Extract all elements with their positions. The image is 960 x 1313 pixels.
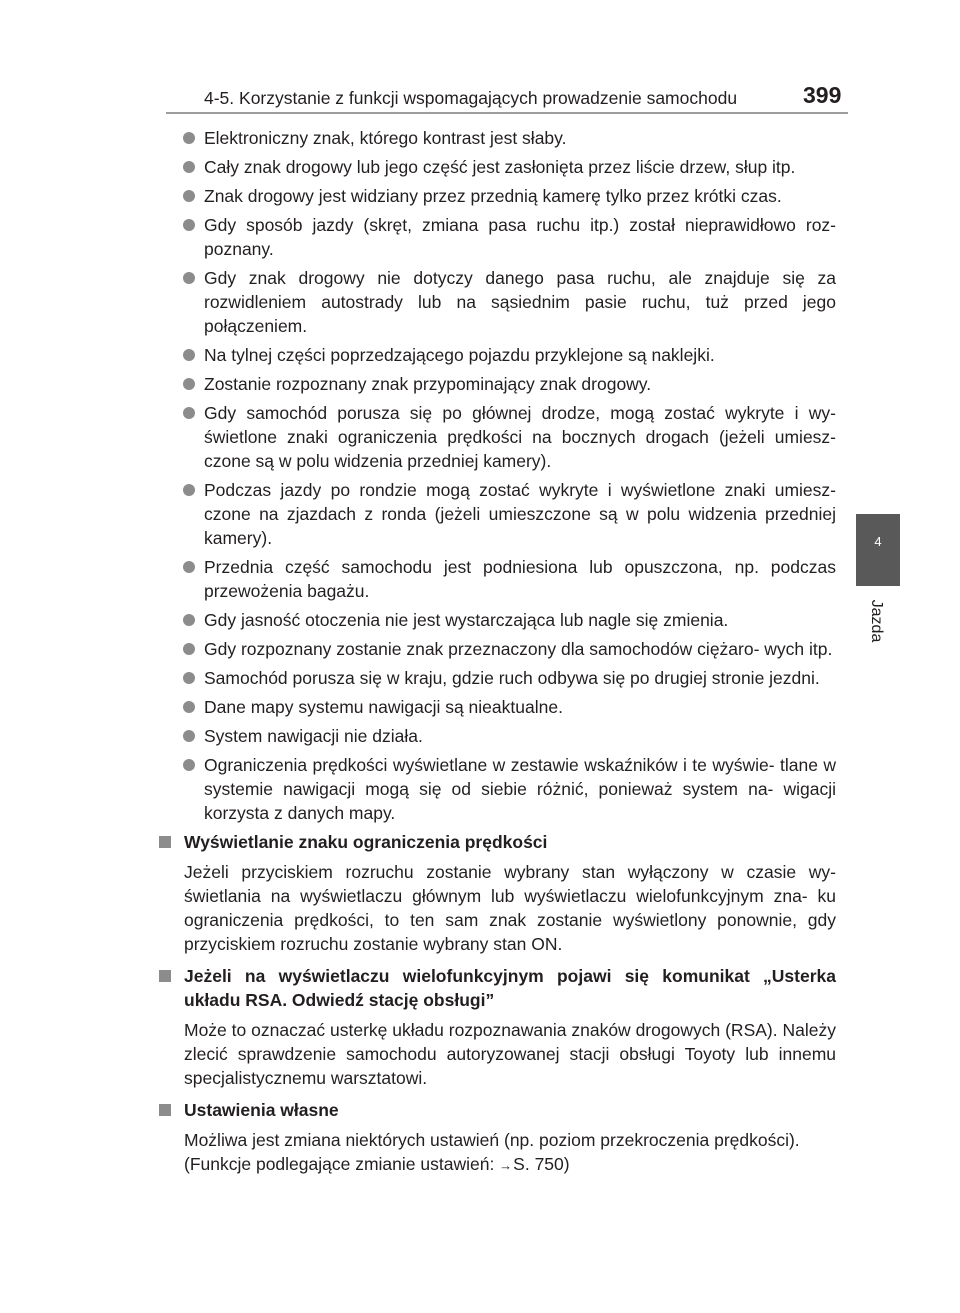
- bullet-dot-icon: [183, 701, 195, 713]
- page-reference-link[interactable]: S. 750): [513, 1154, 570, 1174]
- bullet-dot-icon: [183, 219, 195, 231]
- bullet-dot-icon: [183, 378, 195, 390]
- section-heading: Wyświetlanie znaku ograniczenia prędkości: [158, 830, 836, 854]
- bullet-dot-icon: [183, 132, 195, 144]
- list-item: Cały znak drogowy lub jego część jest zasłonięta przez liście drzew, słup itp.: [158, 155, 836, 179]
- bullet-dot-icon: [183, 730, 195, 742]
- arrow-right-icon: →: [499, 1158, 513, 1173]
- list-item: System nawigacji nie działa.: [158, 724, 836, 748]
- list-item: Podczas jazdy po rondzie mogą zostać wykryte i wyświetlone znaki umiesz- czone na zjazdach z ronda (jeżeli umieszczone są w polu widzenia przedniej kamery).: [158, 478, 836, 550]
- section-display: [158, 830, 836, 956]
- list-item: Znak drogowy jest widziany przez przednią kamerę tylko przez krótki czas.: [158, 184, 836, 208]
- list-item: Gdy znak drogowy nie dotyczy danego pasa ruchu, ale znajduje się za rozwidleniem autostrady lub na sąsiednim pasie ruchu, tuż przed jego połączeniem.: [158, 266, 836, 338]
- bullet-dot-icon: [183, 190, 195, 202]
- list-item: Gdy sposób jazdy (skręt, zmiana pasa ruchu itp.) został nieprawidłowo roz- poznany.: [158, 213, 836, 261]
- list-item: Na tylnej części poprzedzającego pojazdu przyklejone są naklejki.: [158, 343, 836, 367]
- list-item: Przednia część samochodu jest podniesiona lub opuszczona, np. podczas przewożenia bagażu.: [158, 555, 836, 603]
- section-heading: Jeżeli na wyświetlaczu wielofunkcyjnym pojawi się komunikat „Usterka układu RSA. Odwiedź stację obsługi”: [158, 964, 836, 1012]
- bullet-dot-icon: [183, 349, 195, 361]
- page-number: 399: [803, 82, 842, 108]
- bullet-dot-icon: [183, 614, 195, 626]
- section-heading: Ustawienia własne: [158, 1098, 836, 1122]
- page-content: [158, 126, 836, 1186]
- square-bullet-icon: [159, 970, 171, 982]
- chapter-tab: [856, 514, 900, 586]
- list-item: Zostanie rozpoznany znak przypominający znak drogowy.: [158, 372, 836, 396]
- square-bullet-icon: [159, 836, 171, 848]
- square-bullet-icon: [159, 1104, 171, 1116]
- header-title: 4-5. Korzystanie z funkcji wspomagających prowadzenie samochodu: [204, 88, 738, 108]
- list-item: Elektroniczny znak, którego kontrast jest słaby.: [158, 126, 836, 150]
- list-item: Gdy jasność otoczenia nie jest wystarczająca lub nagle się zmienia.: [158, 608, 836, 632]
- bullet-dot-icon: [183, 161, 195, 173]
- bullet-dot-icon: [183, 643, 195, 655]
- bullet-dot-icon: [183, 561, 195, 573]
- list-item: Dane mapy systemu nawigacji są nieaktualne.: [158, 695, 836, 719]
- bullet-list: [158, 126, 836, 825]
- list-item: Samochód porusza się w kraju, gdzie ruch odbywa się po drugiej stronie jezdni.: [158, 666, 836, 690]
- section-body: Może to oznaczać usterkę układu rozpoznawania znaków drogowych (RSA). Należy zlecić sprawdzenie samochodu autoryzowanej stacji obsługi Toyoty lub innemu specjalistycznemu warsztatowi.: [184, 1020, 836, 1088]
- section-body: [158, 1128, 836, 1178]
- header-divider: [166, 112, 848, 114]
- bullet-dot-icon: [183, 272, 195, 284]
- section-body: Jeżeli przyciskiem rozruchu zostanie wybrany stan wyłączony w czasie wy- świetlania na wyświetlaczu głównym lub wyświetlaczu wielofunkcyjnym zna- ku ograniczenia prędkości, to ten sam znak zostanie wyświetlony ponownie, gdy przyciskiem rozruchu zostanie wybrany stan ON.: [184, 862, 836, 954]
- settings-line-2: (Funkcje podlegające zmianie ustawień: →S. 750): [184, 1154, 570, 1174]
- list-item: Gdy samochód porusza się po głównej drodze, mogą zostać wykryte i wy- świetlone znaki ograniczenia prędkości na bocznych drogach (jeżeli umiesz- czone są w polu widzenia przedniej kamery).: [158, 401, 836, 473]
- chapter-label-text: Jazda: [868, 599, 885, 643]
- bullet-dot-icon: [183, 484, 195, 496]
- list-item: Gdy rozpoznany zostanie znak przeznaczony dla samochodów ciężaro- wych itp.: [158, 637, 836, 661]
- bullet-dot-icon: [183, 672, 195, 684]
- bullet-dot-icon: [183, 407, 195, 419]
- section-malfunction: [158, 964, 836, 1090]
- settings-line-1: Możliwa jest zmiana niektórych ustawień (np. poziom przekroczenia prędkości).: [184, 1130, 800, 1150]
- section-settings: [158, 1098, 836, 1178]
- bullet-dot-icon: [183, 759, 195, 771]
- chapter-label: [862, 592, 892, 652]
- list-item: Ograniczenia prędkości wyświetlane w zestawie wskaźników i te wyświe- tlane w systemie nawigacji mogą się od siebie różnić, ponieważ system na- wigacji korzysta z danych mapy.: [158, 753, 836, 825]
- page-header: [148, 80, 848, 110]
- chapter-number: 4: [874, 534, 882, 549]
